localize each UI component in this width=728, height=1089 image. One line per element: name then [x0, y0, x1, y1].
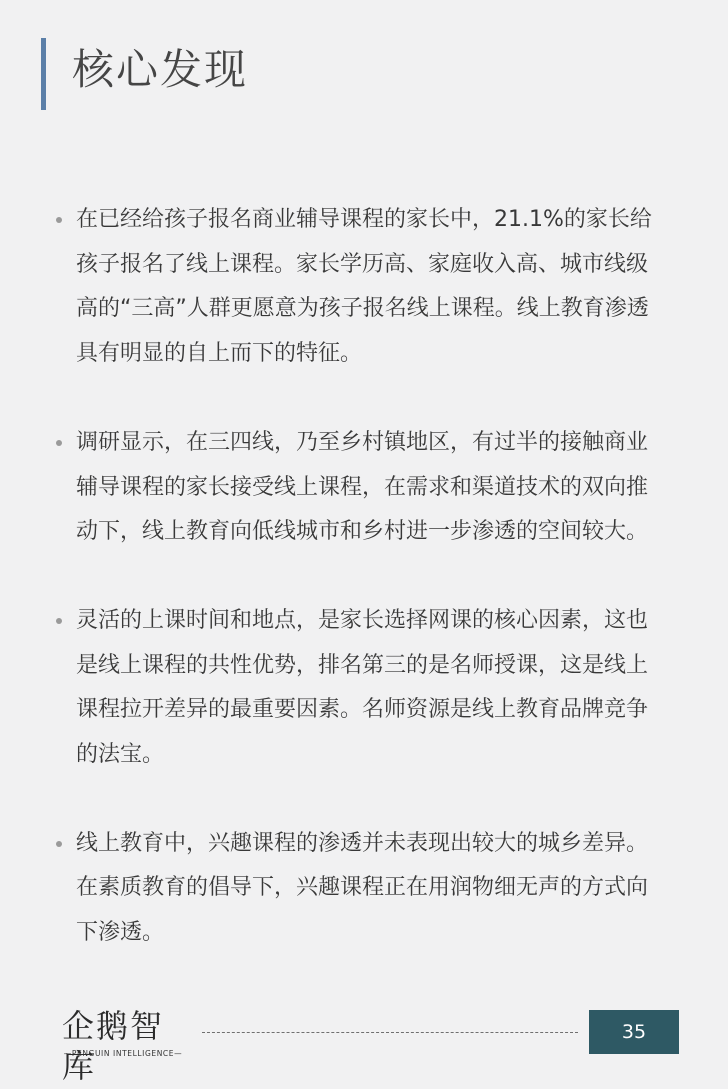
- footer-divider: [202, 1032, 578, 1033]
- finding-text: 灵活的上课时间和地点，是家长选择网课的核心因素，这也是线上课程的共性优势，排名第三的是名师授课，这是线上课程拉开差异的最重要因素。名师资源是线上教育品牌竞争的法宝。: [76, 607, 649, 768]
- finding-item: [48, 599, 668, 778]
- penguin-intelligence-logo: [62, 1006, 192, 1085]
- bullet-dot-icon: [56, 841, 62, 847]
- logo-text: 企鹅智库: [62, 1007, 165, 1085]
- page-number: 35: [621, 1021, 647, 1043]
- finding-text: 在已经给孩子报名商业辅导课程的家长中，21.1%的家长给孩子报名了线上课程。家长学历高、家庭收入高、城市线级高的“三高”人群更愿意为孩子报名线上课程。线上教育渗透具有明显的自上而下的特征。: [76, 207, 652, 367]
- finding-item: [48, 198, 668, 377]
- page-title: 核心发现: [72, 45, 249, 94]
- logo-subtitle: —PENGUIN INTELLIGENCE—: [63, 1049, 183, 1058]
- findings-list: [48, 198, 668, 1000]
- title-accent-bar: [41, 38, 46, 110]
- finding-text: 调研显示，在三四线，乃至乡村镇地区，有过半的接触商业辅导课程的家长接受线上课程，在需求和渠道技术的双向推动下，线上教育向低线城市和乡村进一步渗透的空间较大。: [76, 429, 649, 545]
- bullet-dot-icon: [56, 440, 62, 446]
- page-number-badge: [589, 1010, 679, 1054]
- finding-text: 线上教育中，兴趣课程的渗透并未表现出较大的城乡差异。在素质教育的倡导下，兴趣课程正在用润物细无声的方式向下渗透。: [76, 830, 649, 946]
- finding-item: [48, 421, 668, 555]
- finding-item: [48, 822, 668, 956]
- bullet-dot-icon: [56, 217, 62, 223]
- bullet-dot-icon: [56, 618, 62, 624]
